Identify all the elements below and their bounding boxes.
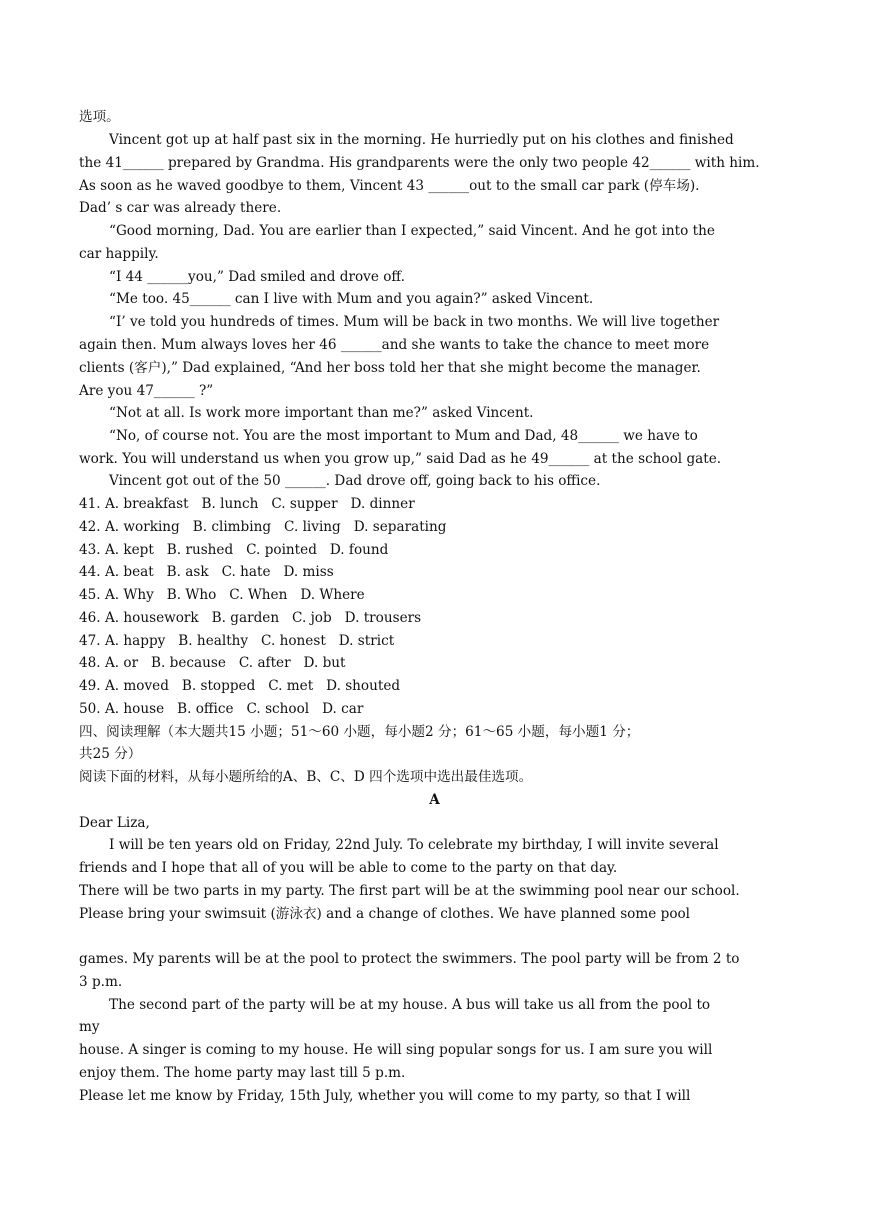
text-line: 共25 分） [79, 746, 142, 762]
text-line: “Me too. 45______ can I live with Mum and you again?” asked Vincent. [109, 291, 594, 307]
text-line: 50. A. house B. office C. school D. car [79, 701, 364, 717]
text-line: 48. A. or B. because C. after D. but [79, 655, 346, 671]
text-line: 49. A. moved B. stopped C. met D. shouted [79, 678, 401, 694]
text-line: 43. A. kept B. rushed C. pointed D. found [79, 542, 389, 558]
text-line: 阅读下面的材料，从每小题所给的A、B、C、D 四个选项中选出最佳选项。 [79, 769, 533, 785]
text-line: Dear Liza, [79, 815, 150, 831]
text-line: friends and I hope that all of you will be able to come to the party on that day. [79, 860, 618, 876]
text-line: the 41______ prepared by Grandma. His grandparents were the only two people 42______ with him. [79, 155, 760, 171]
text-line: games. My parents will be at the pool to protect the swimmers. The pool party will be from 2 to [79, 951, 740, 967]
text-line: again then. Mum always loves her 46 ______and she wants to take the chance to meet more [79, 337, 710, 353]
text-line: work. You will understand us when you grow up,” said Dad as he 49______ at the school gate. [79, 451, 722, 467]
text-line: house. A singer is coming to my house. He will sing popular songs for us. I am sure you will [79, 1042, 713, 1058]
text-line: Vincent got up at half past six in the morning. He hurriedly put on his clothes and finished [109, 132, 734, 148]
text-line: I will be ten years old on Friday, 22nd July. To celebrate my birthday, I will invite several [109, 837, 719, 853]
text-line: Vincent got out of the 50 ______. Dad drove off, going back to his office. [109, 473, 601, 489]
text-line: Please let me know by Friday, 15th July, whether you will come to my party, so that I will [79, 1088, 691, 1104]
text-line: “I’ ve told you hundreds of times. Mum will be back in two months. We will live together [109, 314, 720, 330]
text-line: car happily. [79, 246, 159, 262]
text-line: Are you 47______ ?” [79, 383, 214, 399]
text-line: “No, of course not. You are the most important to Mum and Dad, 48______ we have to [109, 428, 698, 444]
text-line: A [429, 792, 440, 808]
text-line: enjoy them. The home party may last till 5 p.m. [79, 1065, 406, 1081]
text-line: “Not at all. Is work more important than me?” asked Vincent. [109, 405, 534, 421]
text-line: clients (客户),” Dad explained, “And her boss told her that she might become the manager. [79, 360, 701, 376]
text-line: Dad’ s car was already there. [79, 200, 282, 216]
text-line: 47. A. happy B. healthy C. honest D. strict [79, 633, 395, 649]
text-line: 44. A. beat B. ask C. hate D. miss [79, 564, 334, 580]
text-line: my [79, 1019, 100, 1035]
text-line: “Good morning, Dad. You are earlier than I expected,” said Vincent. And he got into the [109, 223, 715, 239]
text-line: As soon as he waved goodbye to them, Vincent 43 ______out to the small car park (停车场). [79, 178, 700, 194]
text-line: Please bring your swimsuit (游泳衣) and a change of clothes. We have planned some pool [79, 906, 691, 922]
text-line: 45. A. Why B. Who C. When D. Where [79, 587, 365, 603]
text-line: 选项。 [79, 109, 120, 125]
text-line: “I 44 ______you,” Dad smiled and drove off. [109, 269, 405, 285]
text-line: The second part of the party will be at my house. A bus will take us all from the pool to [109, 997, 711, 1013]
text-line: 46. A. housework B. garden C. job D. trousers [79, 610, 422, 626]
text-line: There will be two parts in my party. The first part will be at the swimming pool near our school. [79, 883, 740, 899]
text-line: 3 p.m. [79, 974, 123, 990]
text-line: 四、阅读理解（本大题共15 小题；51～60 小题，每小题2 分；61～65 小题，每小题1 分； [79, 724, 640, 740]
text-line: 41. A. breakfast B. lunch C. supper D. dinner [79, 496, 415, 512]
text-line: 42. A. working B. climbing C. living D. separating [79, 519, 447, 535]
